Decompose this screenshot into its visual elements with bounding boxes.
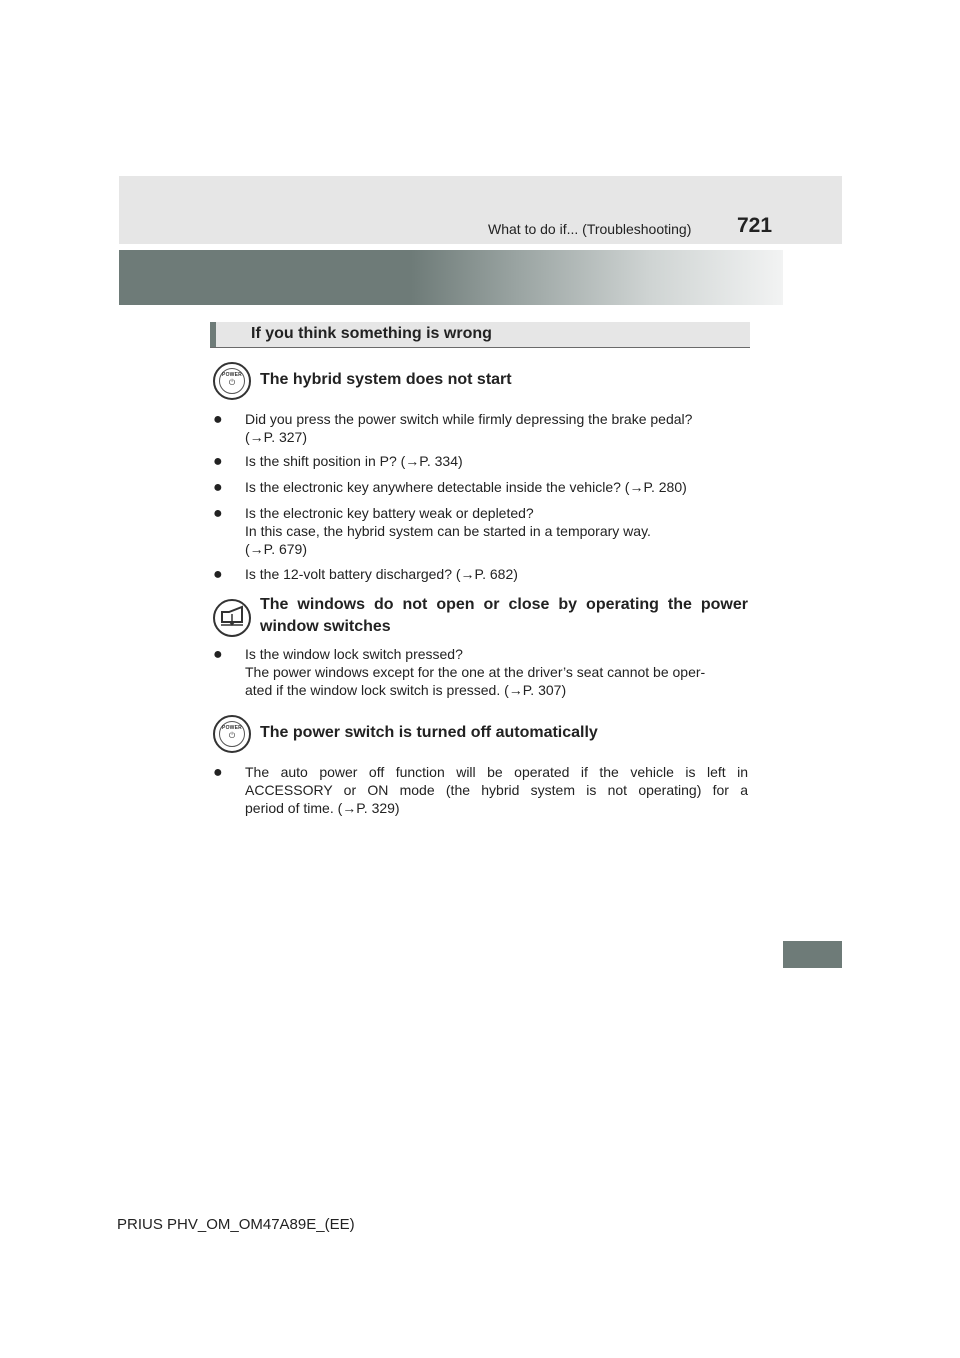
- list-item-text: Is the 12-volt battery discharged? (→P. 682): [245, 566, 518, 582]
- list-item-text: Did you press the power switch while firmly depressing the brake pedal?: [245, 411, 693, 427]
- list-item-text: Is the electronic key anywhere detectable inside the vehicle? (→P. 280): [245, 479, 687, 495]
- list-item: [213, 565, 748, 583]
- list-item-text: In this case, the hybrid system can be started in a temporary way.: [245, 523, 651, 539]
- list-item-text: ACCESSORY or ON mode (the hybrid system is not operating) for a: [245, 782, 748, 798]
- list-item: [213, 763, 748, 817]
- list-item: [213, 452, 748, 470]
- chapter-side-tab: [783, 941, 842, 968]
- list-item-text: The auto power off function will be operated if the vehicle is left in: [245, 764, 748, 780]
- list-item-text: period of time. (→P. 329): [245, 800, 400, 816]
- section-title: If you think something is wrong: [251, 325, 492, 342]
- power-switch-icon: [213, 362, 251, 400]
- topic-heading-hybrid-start: The hybrid system does not start: [260, 371, 512, 388]
- page-number: 721: [737, 214, 773, 237]
- page-reference: (→P. 679): [245, 541, 307, 557]
- bullet-icon: ●: [213, 566, 223, 583]
- topic-heading-window-line1: The windows do not open or close by operating the power: [260, 596, 748, 613]
- list-item: [213, 645, 748, 699]
- list-item-text: ated if the window lock switch is pressed. (→P. 307): [245, 682, 567, 698]
- power-switch-icon-label: POWER: [222, 725, 242, 731]
- bullet-icon: ●: [213, 479, 223, 496]
- list-item-text: The power windows except for the one at the driver’s seat cannot be oper-: [245, 664, 706, 680]
- list-item: [213, 478, 748, 496]
- bullet-icon: ●: [213, 646, 223, 663]
- list-item-text: Is the window lock switch pressed?: [245, 646, 463, 662]
- chapter-gradient-band: [119, 250, 783, 305]
- section-header: [210, 322, 750, 348]
- window-lock-switch-icon: [213, 599, 251, 637]
- power-symbol-icon: ⏻: [228, 378, 236, 387]
- topic-heading-auto-off: The power switch is turned off automatically: [260, 724, 598, 741]
- section-header-accent: [210, 322, 216, 347]
- list-item-text: Is the electronic key battery weak or depleted?: [245, 505, 534, 521]
- topic-heading-window-line2: window switches: [260, 618, 391, 635]
- bullet-icon: ●: [213, 411, 223, 428]
- footer-doc-code: PRIUS PHV_OM_OM47A89E_(EE): [117, 1216, 355, 1233]
- power-switch-icon-label: POWER: [222, 372, 242, 378]
- page-reference: (→P. 327): [245, 429, 307, 445]
- list-item-text: Is the shift position in P? (→P. 334): [245, 453, 463, 469]
- chapter-title: What to do if... (Troubleshooting): [488, 221, 692, 237]
- list-item: [213, 504, 748, 558]
- bullet-icon: ●: [213, 453, 223, 470]
- window-lock-glyph: [215, 601, 249, 635]
- power-switch-icon: [213, 715, 251, 753]
- list-item: [213, 410, 748, 446]
- power-symbol-icon: ⏻: [228, 731, 236, 740]
- bullet-icon: ●: [213, 764, 223, 781]
- header-band: [119, 176, 842, 244]
- bullet-icon: ●: [213, 505, 223, 522]
